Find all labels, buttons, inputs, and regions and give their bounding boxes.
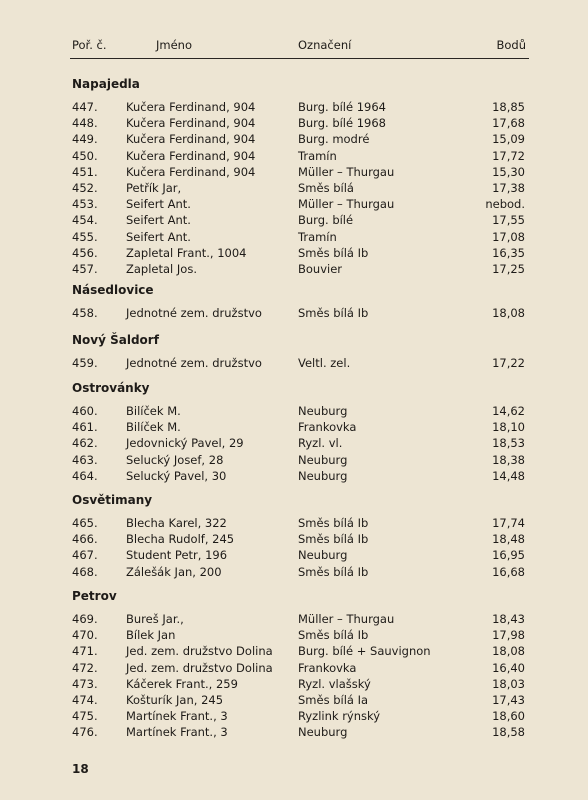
- entry-name: Seifert Ant.: [126, 197, 191, 212]
- entry-name: Kučera Ferdinand, 904: [126, 132, 256, 147]
- section-title: Ostrovánky: [72, 381, 150, 395]
- table-row: [0, 612, 588, 628]
- table-row: [0, 548, 588, 564]
- entry-wine: Burg. bílé 1968: [298, 116, 387, 131]
- header-name: Jméno: [156, 38, 192, 52]
- table-row: [0, 230, 588, 246]
- entry-wine: Burg. bílé + Sauvignon: [298, 644, 431, 659]
- entry-number: 460.: [72, 404, 98, 418]
- entry-points: 16,95: [492, 548, 525, 563]
- entry-wine: Bouvier: [298, 262, 343, 276]
- entry-number: 458.: [72, 306, 98, 320]
- entry-wine: Směs bílá Ia: [298, 693, 369, 707]
- entry-points: 17,74: [492, 516, 525, 530]
- entry-points: 18,08: [492, 644, 525, 659]
- table-row: [0, 420, 588, 436]
- table-row: [0, 246, 588, 262]
- entry-name: Bilíček M.: [126, 420, 181, 435]
- entry-name: Zálešák Jan, 200: [126, 564, 222, 579]
- entry-wine: Směs bílá Ib: [298, 516, 369, 530]
- entry-name: Jednotné zem. družstvo: [126, 306, 262, 320]
- entry-wine: Směs bílá Ib: [298, 245, 369, 260]
- entry-name: Kučera Ferdinand, 904: [126, 148, 256, 163]
- entry-wine: Směs bílá Ib: [298, 532, 369, 547]
- entry-name: Jedovnický Pavel, 29: [126, 436, 244, 451]
- entry-wine: Frankovka: [298, 660, 357, 675]
- section-title: Násedlovice: [72, 283, 154, 297]
- entry-number: 475.: [72, 709, 98, 724]
- entry-wine: Tramín: [298, 148, 337, 163]
- entry-points: 18,85: [492, 100, 525, 114]
- entry-points: 17,72: [492, 148, 525, 163]
- entry-number: 450.: [72, 148, 98, 163]
- entry-points: 16,40: [492, 660, 525, 675]
- entry-wine: Neuburg: [298, 452, 348, 467]
- table-row: [0, 453, 588, 469]
- table-row: [0, 661, 588, 677]
- entry-number: 451.: [72, 164, 98, 179]
- entry-wine: Ryzl. vl.: [298, 436, 343, 451]
- entry-points: 17,98: [492, 628, 525, 643]
- entry-points: 17,68: [492, 116, 525, 131]
- entry-name: Kučera Ferdinand, 904: [126, 116, 256, 131]
- entry-points: 18,58: [492, 725, 525, 740]
- section-title: Nový Šaldorf: [72, 333, 159, 347]
- page-number: 18: [72, 762, 89, 776]
- table-row: [0, 644, 588, 660]
- entry-wine: Veltl. zel.: [298, 356, 351, 370]
- table-row: [0, 628, 588, 644]
- entry-points: nebod.: [485, 197, 525, 212]
- header-wine: Označení: [298, 38, 352, 52]
- entry-wine: Směs bílá Ib: [298, 628, 369, 643]
- entry-wine: Burg. bílé 1964: [298, 100, 387, 114]
- entry-points: 17,25: [492, 262, 525, 276]
- section-title: Napajedla: [72, 77, 140, 91]
- entry-points: 17,38: [492, 181, 525, 195]
- entry-name: Selucký Pavel, 30: [126, 468, 227, 483]
- entry-name: Petřík Jar,: [126, 181, 182, 195]
- section-title: Petrov: [72, 589, 117, 603]
- header-number: Poř. č.: [72, 38, 107, 52]
- entry-wine: Neuburg: [298, 548, 348, 563]
- entry-number: 467.: [72, 548, 98, 563]
- entry-number: 473.: [72, 676, 98, 691]
- entry-points: 18,48: [492, 532, 525, 547]
- entry-points: 14,62: [492, 404, 525, 418]
- entry-number: 457.: [72, 262, 98, 276]
- table-row: [0, 516, 588, 532]
- entry-wine: Müller – Thurgau: [298, 164, 395, 179]
- table-row: [0, 149, 588, 165]
- entry-name: Zapletal Jos.: [126, 262, 197, 276]
- table-row: [0, 262, 588, 278]
- table-row: [0, 725, 588, 741]
- entry-name: Blecha Rudolf, 245: [126, 532, 235, 547]
- header-rule: [70, 58, 529, 59]
- entry-name: Jed. zem. družstvo Dolina: [126, 644, 273, 659]
- entry-name: Blecha Karel, 322: [126, 516, 227, 530]
- section-title: Osvětimany: [72, 493, 153, 507]
- entry-wine: Směs bílá Ib: [298, 306, 369, 320]
- entry-number: 472.: [72, 660, 98, 675]
- entry-number: 448.: [72, 116, 98, 131]
- entry-points: 17,43: [492, 693, 525, 707]
- entry-points: 18,08: [492, 306, 525, 320]
- entry-wine: Müller – Thurgau: [298, 612, 395, 626]
- entry-number: 447.: [72, 100, 98, 114]
- table-row: [0, 565, 588, 581]
- entry-name: Student Petr, 196: [126, 548, 228, 563]
- entry-number: 474.: [72, 693, 98, 707]
- entry-number: 471.: [72, 644, 98, 659]
- table-row: [0, 100, 588, 116]
- table-row: [0, 132, 588, 148]
- entry-name: Bílek Jan: [126, 628, 176, 643]
- entry-wine: Směs bílá Ib: [298, 564, 369, 579]
- entry-wine: Ryzlink rýnský: [298, 709, 381, 724]
- entry-points: 18,03: [492, 676, 525, 691]
- entry-points: 16,68: [492, 564, 525, 579]
- entry-name: Martínek Frant., 3: [126, 725, 228, 740]
- entry-name: Jednotné zem. družstvo: [126, 356, 262, 370]
- header-points: Bodů: [496, 38, 526, 52]
- entry-number: 456.: [72, 245, 98, 260]
- table-row: [0, 165, 588, 181]
- entry-points: 18,38: [492, 452, 525, 467]
- entry-number: 476.: [72, 725, 98, 740]
- entry-wine: Müller – Thurgau: [298, 197, 395, 212]
- entry-name: Martínek Frant., 3: [126, 709, 228, 724]
- entry-points: 17,55: [492, 213, 525, 228]
- entry-wine: Frankovka: [298, 420, 357, 435]
- table-header: [0, 38, 588, 56]
- table-row: [0, 532, 588, 548]
- table-row: [0, 677, 588, 693]
- entry-number: 463.: [72, 452, 98, 467]
- entry-wine: Burg. modré: [298, 132, 370, 147]
- entry-number: 465.: [72, 516, 98, 530]
- entry-name: Košturík Jan, 245: [126, 693, 224, 707]
- entry-name: Zapletal Frant., 1004: [126, 245, 247, 260]
- table-row: [0, 469, 588, 485]
- table-row: [0, 436, 588, 452]
- entry-number: 470.: [72, 628, 98, 643]
- entry-wine: Burg. bílé: [298, 213, 354, 228]
- table-row: [0, 213, 588, 229]
- table-row: [0, 404, 588, 420]
- entry-points: 16,35: [492, 245, 525, 260]
- entry-wine: Neuburg: [298, 468, 348, 483]
- entry-number: 468.: [72, 564, 98, 579]
- entry-points: 15,09: [492, 132, 525, 147]
- entry-wine: Tramín: [298, 229, 337, 244]
- entry-number: 469.: [72, 612, 98, 626]
- entry-points: 17,08: [492, 229, 525, 244]
- entry-number: 455.: [72, 229, 98, 244]
- entry-number: 452.: [72, 181, 98, 195]
- entry-name: Káčerek Frant., 259: [126, 676, 238, 691]
- entry-points: 18,53: [492, 436, 525, 451]
- entry-points: 14,48: [492, 468, 525, 483]
- entry-number: 454.: [72, 213, 98, 228]
- entry-points: 17,22: [492, 356, 525, 370]
- entry-name: Bureš Jar.,: [126, 612, 184, 626]
- table-row: [0, 693, 588, 709]
- entry-number: 464.: [72, 468, 98, 483]
- table-row: [0, 306, 588, 322]
- table-row: [0, 709, 588, 725]
- entry-number: 462.: [72, 436, 98, 451]
- entry-number: 459.: [72, 356, 98, 370]
- entry-wine: Směs bílá: [298, 181, 354, 195]
- entry-wine: Ryzl. vlašský: [298, 676, 371, 691]
- entry-points: 15,30: [492, 164, 525, 179]
- entry-name: Kučera Ferdinand, 904: [126, 164, 256, 179]
- entry-number: 453.: [72, 197, 98, 212]
- entry-name: Selucký Josef, 28: [126, 452, 224, 467]
- entry-name: Seifert Ant.: [126, 229, 191, 244]
- entry-wine: Neuburg: [298, 404, 348, 418]
- entry-name: Bilíček M.: [126, 404, 181, 418]
- table-row: [0, 181, 588, 197]
- entry-name: Seifert Ant.: [126, 213, 191, 228]
- entry-wine: Neuburg: [298, 725, 348, 740]
- table-row: [0, 356, 588, 372]
- entry-points: 18,10: [492, 420, 525, 435]
- entry-points: 18,43: [492, 612, 525, 626]
- entry-name: Kučera Ferdinand, 904: [126, 100, 256, 114]
- entry-number: 466.: [72, 532, 98, 547]
- table-row: [0, 116, 588, 132]
- table-row: [0, 197, 588, 213]
- entry-points: 18,60: [492, 709, 525, 724]
- entry-name: Jed. zem. družstvo Dolina: [126, 660, 273, 675]
- entry-number: 449.: [72, 132, 98, 147]
- entry-number: 461.: [72, 420, 98, 435]
